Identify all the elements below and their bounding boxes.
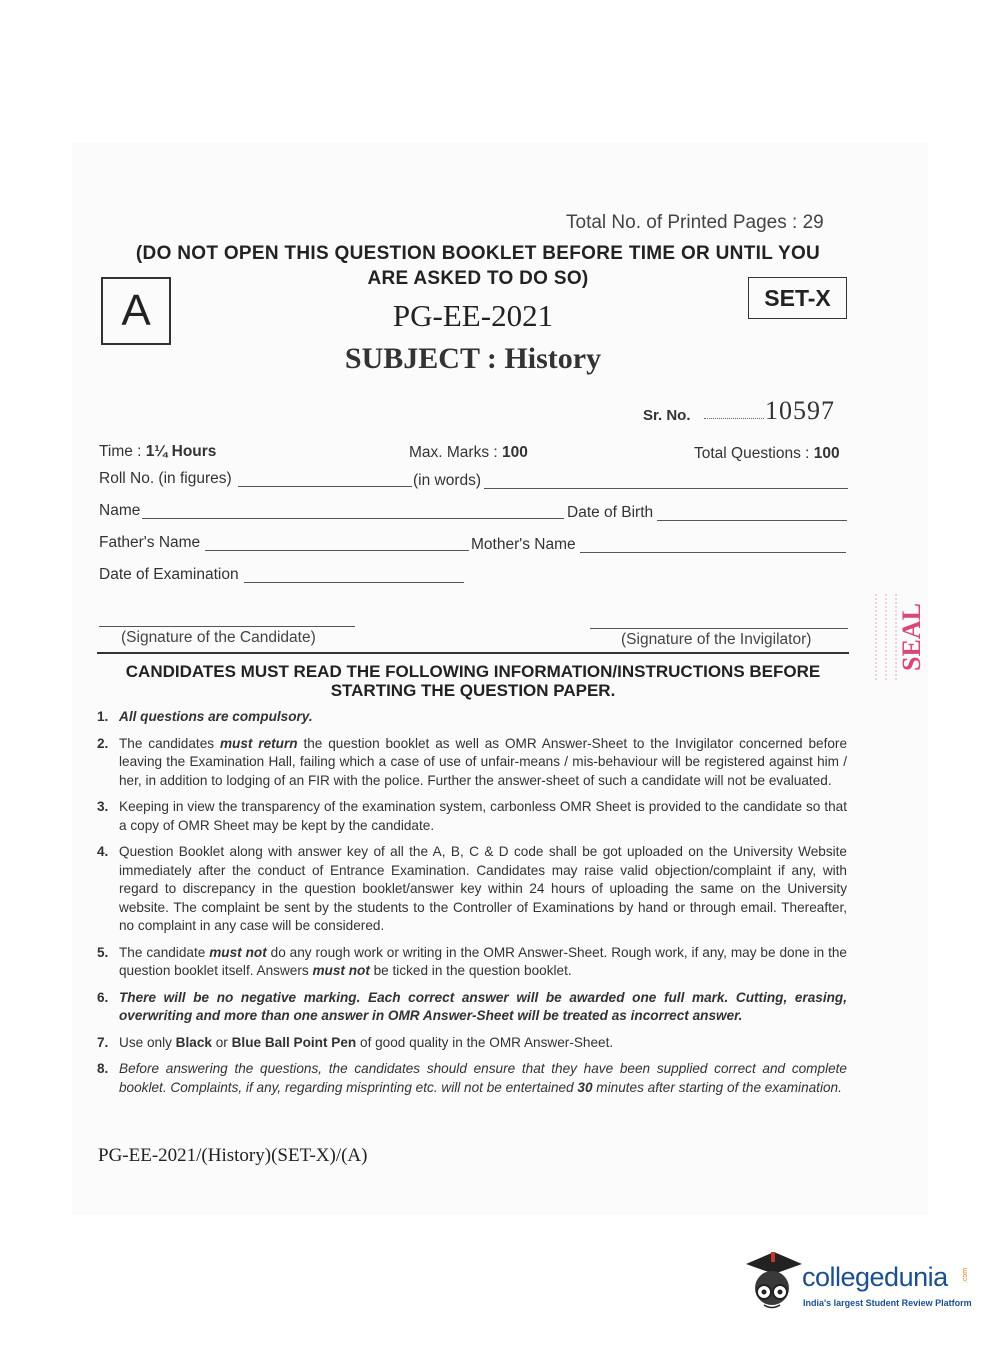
instruction-item xyxy=(97,989,847,1026)
set-box: SET-X xyxy=(748,277,847,319)
instruction-item xyxy=(97,735,847,791)
roll-words-label: (in words) xyxy=(413,472,482,489)
instruction-item xyxy=(97,1060,847,1097)
father-name-field[interactable] xyxy=(205,550,469,551)
dob-label: Date of Birth xyxy=(567,504,654,521)
serial-number-label: Sr. No. xyxy=(643,407,691,424)
instruction-number: 8. xyxy=(97,1061,109,1076)
serial-number-dots xyxy=(704,418,764,419)
instruction-item xyxy=(97,843,847,936)
exam-date-label: Date of Examination xyxy=(99,566,239,583)
exam-date-field[interactable] xyxy=(244,582,464,583)
total-printed-pages: Total No. of Printed Pages : 29 xyxy=(566,212,824,233)
subject-label: SUBJECT : xyxy=(344,342,505,375)
father-name-label: Father's Name xyxy=(99,534,201,551)
instructions-list xyxy=(97,708,847,1105)
instruction-number: 1. xyxy=(97,709,109,724)
seal-stamp xyxy=(872,592,924,682)
instruction-text: Question Booklet along with answer key of all the A, B, C & D code shall be got uploaded on the University Website immediately after the conduct of Entrance Examination. Candidates may raise valid objection/complaint if any, with regard to discrepancy in the question booklet/answer key within 24 hours of uploading the same on the University website. The complaint be sent by the students to the Controller of Examinations by hand or through email. Thereafter, no complaint in any case will be considered. xyxy=(119,844,847,933)
instruction-text: Keeping in view the transparency of the examination system, carbonless OMR Sheet is provided to the candidate so that a copy of OMR Sheet may be kept by the candidate. xyxy=(119,799,847,833)
brand-dotcom: .com xyxy=(962,1267,970,1284)
instruction-text: Before answering the questions, the candidates should ensure that they have been supplied correct and complete booklet. Complaints, if any, regarding misprinting etc. will not be entertained 30 minutes after starting of the examination. xyxy=(119,1061,847,1095)
mother-name-field[interactable] xyxy=(580,552,846,553)
instruction-number: 2. xyxy=(97,735,109,751)
invigilator-signature-label: (Signature of the Invigilator) xyxy=(621,631,812,648)
instruction-item xyxy=(97,944,847,981)
brand-tagline: India's largest Student Review Platform xyxy=(803,1298,972,1308)
warning-line-1: (DO NOT OPEN THIS QUESTION BOOKLET BEFORE TIME OR UNTIL YOU xyxy=(135,243,821,264)
subject-line xyxy=(0,342,946,376)
candidate-signature-label: (Signature of the Candidate) xyxy=(121,629,316,646)
roll-words-field[interactable] xyxy=(484,488,848,489)
instruction-text: There will be no negative marking. Each correct answer will be awarded one full mark. Cutting, erasing, overwriting and more than one answer in OMR Answer-Sheet will be treated as incorrect answer. xyxy=(119,989,847,1023)
instruction-item xyxy=(97,708,847,727)
subject-value: History xyxy=(504,342,602,375)
name-field[interactable] xyxy=(142,518,564,519)
instruction-text: The candidates must return the question booklet as well as OMR Answer-Sheet to the Invigilator concerned before leaving the Examination Hall, failing which a case of use of unfair-means / mis-behaviour will be registered against him / her, in addition to lodging of an FIR with the police. Further the answer-sheet of such a candidate will not be evaluated. xyxy=(119,735,848,788)
candidate-signature-line[interactable] xyxy=(99,626,355,627)
footer-paper-code: PG-EE-2021/(History)(SET-X)/(A) xyxy=(98,1145,368,1166)
instructions-heading-line-1: CANDIDATES MUST READ THE FOLLOWING INFORMATION/INSTRUCTIONS BEFORE xyxy=(125,662,821,681)
mascot-icon xyxy=(744,1250,804,1314)
total-questions: Total Questions : 100 xyxy=(694,445,840,462)
instruction-text: The candidate must not do any rough work or writing in the OMR Answer-Sheet. Rough work, if any, may be done in the question booklet itself. Answers must not be ticked in the question booklet. xyxy=(119,944,847,978)
dob-field[interactable] xyxy=(657,520,847,521)
divider xyxy=(97,652,849,654)
instruction-number: 5. xyxy=(97,944,109,960)
exam-title: PG-EE-2021 xyxy=(392,298,554,333)
seal-stamp-graphic xyxy=(872,592,924,682)
instructions-heading-line-2: STARTING THE QUESTION PAPER. xyxy=(330,681,616,700)
instruction-number: 7. xyxy=(97,1034,109,1050)
roll-figures-field[interactable] xyxy=(238,486,412,487)
instruction-text: All questions are compulsory. xyxy=(119,709,313,724)
svg-text:SEAL: SEAL xyxy=(897,603,924,671)
time-allowed: Time : 1¼ Hours xyxy=(99,443,217,460)
invigilator-signature-line[interactable] xyxy=(590,628,848,629)
max-marks: Max. Marks : 100 xyxy=(409,444,528,461)
booklet-code-box: A xyxy=(101,277,171,345)
instruction-number: 3. xyxy=(97,799,109,814)
brand-name: collegedunia xyxy=(802,1262,948,1292)
instruction-item xyxy=(97,798,847,835)
instruction-number: 4. xyxy=(97,844,109,859)
name-label: Name xyxy=(99,502,141,519)
serial-number-value: 10597 xyxy=(765,396,835,425)
mother-name-label: Mother's Name xyxy=(471,536,576,553)
instruction-item xyxy=(97,1034,847,1053)
roll-figures-label: Roll No. (in figures) xyxy=(99,470,232,487)
instruction-text: Use only Black or Blue Ball Point Pen of good quality in the OMR Answer-Sheet. xyxy=(119,1034,614,1050)
warning-line-2: ARE ASKED TO DO SO) xyxy=(367,268,589,289)
instruction-number: 6. xyxy=(97,989,109,1005)
